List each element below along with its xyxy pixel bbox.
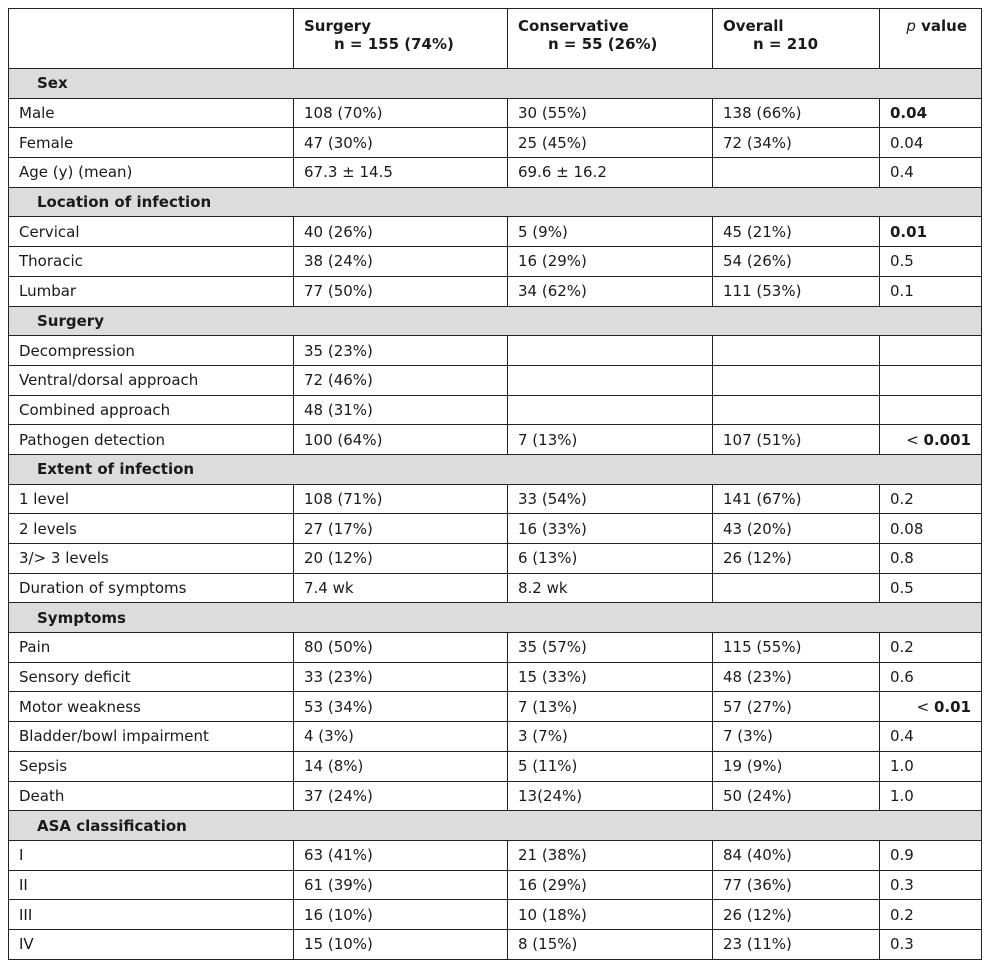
surgery-cell: 61 (39%) bbox=[294, 870, 508, 900]
pvalue-cell: 0.8 bbox=[880, 544, 982, 574]
surgery-cell: 40 (26%) bbox=[294, 217, 508, 247]
surgery-cell: 67.3 ± 14.5 bbox=[294, 158, 508, 188]
pvalue-cell: 1.0 bbox=[880, 751, 982, 781]
header-empty bbox=[9, 9, 294, 69]
row-label-cell: Ventral/dorsal approach bbox=[9, 365, 294, 395]
pvalue-cell bbox=[880, 336, 982, 366]
conservative-cell bbox=[508, 336, 713, 366]
row-label-cell: 3/> 3 levels bbox=[9, 544, 294, 574]
surgery-cell: 15 (10%) bbox=[294, 929, 508, 959]
table-header-row bbox=[9, 9, 982, 69]
overall-cell: 84 (40%) bbox=[713, 840, 880, 870]
conservative-cell: 16 (33%) bbox=[508, 514, 713, 544]
conservative-cell: 25 (45%) bbox=[508, 128, 713, 158]
section-label: Extent of infection bbox=[9, 454, 982, 484]
row-label-cell: 2 levels bbox=[9, 514, 294, 544]
conservative-cell: 8.2 wk bbox=[508, 573, 713, 603]
row-label-cell: IV bbox=[9, 929, 294, 959]
conservative-cell: 30 (55%) bbox=[508, 98, 713, 128]
row-label-cell: Pain bbox=[9, 633, 294, 663]
pvalue-cell bbox=[880, 692, 982, 722]
pvalue-cell: 0.2 bbox=[880, 484, 982, 514]
table-row bbox=[9, 900, 982, 930]
overall-cell: 19 (9%) bbox=[713, 751, 880, 781]
overall-cell: 45 (21%) bbox=[713, 217, 880, 247]
surgery-cell: 108 (70%) bbox=[294, 98, 508, 128]
surgery-cell: 35 (23%) bbox=[294, 336, 508, 366]
conservative-cell: 34 (62%) bbox=[508, 276, 713, 306]
pvalue-cell: 0.2 bbox=[880, 633, 982, 663]
row-label-cell: Sepsis bbox=[9, 751, 294, 781]
overall-cell: 7 (3%) bbox=[713, 722, 880, 752]
surgery-cell: 7.4 wk bbox=[294, 573, 508, 603]
table-row bbox=[9, 98, 982, 128]
conservative-cell: 7 (13%) bbox=[508, 692, 713, 722]
header-surgery-title: Surgery bbox=[304, 17, 371, 35]
pvalue-cell: 0.3 bbox=[880, 929, 982, 959]
row-label-cell: Sensory deficit bbox=[9, 662, 294, 692]
surgery-cell: 48 (31%) bbox=[294, 395, 508, 425]
surgery-cell: 20 (12%) bbox=[294, 544, 508, 574]
row-label-cell: 1 level bbox=[9, 484, 294, 514]
row-label-cell: Thoracic bbox=[9, 247, 294, 277]
row-label-cell: Motor weakness bbox=[9, 692, 294, 722]
table-row bbox=[9, 128, 982, 158]
header-conservative-n: n = 55 (26%) bbox=[548, 35, 658, 53]
table-row bbox=[9, 544, 982, 574]
pvalue-cell: 0.9 bbox=[880, 840, 982, 870]
row-label-cell: Pathogen detection bbox=[9, 425, 294, 455]
pvalue-cell: 0.3 bbox=[880, 870, 982, 900]
pvalue-cell bbox=[880, 425, 982, 455]
overall-cell: 111 (53%) bbox=[713, 276, 880, 306]
conservative-cell bbox=[508, 395, 713, 425]
overall-cell: 138 (66%) bbox=[713, 98, 880, 128]
surgery-cell: 63 (41%) bbox=[294, 840, 508, 870]
conservative-cell: 3 (7%) bbox=[508, 722, 713, 752]
table-row bbox=[9, 395, 982, 425]
pvalue-number: 0.001 bbox=[923, 430, 971, 449]
row-label-cell: Combined approach bbox=[9, 395, 294, 425]
table-row bbox=[9, 751, 982, 781]
conservative-cell: 13(24%) bbox=[508, 781, 713, 811]
surgery-cell: 53 (34%) bbox=[294, 692, 508, 722]
pvalue-cell bbox=[880, 365, 982, 395]
conservative-cell: 15 (33%) bbox=[508, 662, 713, 692]
overall-cell: 54 (26%) bbox=[713, 247, 880, 277]
row-label-cell: Duration of symptoms bbox=[9, 573, 294, 603]
pvalue-cell: 0.04 bbox=[880, 98, 982, 128]
table-row bbox=[9, 158, 982, 188]
conservative-cell: 6 (13%) bbox=[508, 544, 713, 574]
overall-cell bbox=[713, 336, 880, 366]
surgery-cell: 108 (71%) bbox=[294, 484, 508, 514]
section-label: Sex bbox=[9, 69, 982, 99]
pvalue-cell: 0.5 bbox=[880, 573, 982, 603]
surgery-cell: 38 (24%) bbox=[294, 247, 508, 277]
surgery-cell: 37 (24%) bbox=[294, 781, 508, 811]
surgery-cell: 47 (30%) bbox=[294, 128, 508, 158]
table-row bbox=[9, 365, 982, 395]
table-row bbox=[9, 870, 982, 900]
conservative-cell: 21 (38%) bbox=[508, 840, 713, 870]
table-row bbox=[9, 840, 982, 870]
section-row-location bbox=[9, 187, 982, 217]
section-label: Surgery bbox=[9, 306, 982, 336]
row-label-cell: III bbox=[9, 900, 294, 930]
overall-cell bbox=[713, 395, 880, 425]
surgery-cell: 14 (8%) bbox=[294, 751, 508, 781]
pvalue-cell: 0.5 bbox=[880, 247, 982, 277]
pvalue-cell: 0.08 bbox=[880, 514, 982, 544]
pvalue-cell: 0.04 bbox=[880, 128, 982, 158]
table-row bbox=[9, 276, 982, 306]
section-row-surgery bbox=[9, 306, 982, 336]
overall-cell: 77 (36%) bbox=[713, 870, 880, 900]
pvalue-cell: 0.2 bbox=[880, 900, 982, 930]
conservative-cell: 5 (11%) bbox=[508, 751, 713, 781]
section-label: ASA classification bbox=[9, 811, 982, 841]
table-row bbox=[9, 336, 982, 366]
section-row-sex bbox=[9, 69, 982, 99]
header-surgery bbox=[294, 9, 508, 69]
surgery-cell: 33 (23%) bbox=[294, 662, 508, 692]
overall-cell: 43 (20%) bbox=[713, 514, 880, 544]
pvalue-cell: 1.0 bbox=[880, 781, 982, 811]
conservative-cell: 8 (15%) bbox=[508, 929, 713, 959]
conservative-cell: 33 (54%) bbox=[508, 484, 713, 514]
surgery-cell: 77 (50%) bbox=[294, 276, 508, 306]
pvalue-cell: 0.01 bbox=[880, 217, 982, 247]
pvalue-cell: 0.4 bbox=[880, 158, 982, 188]
pvalue-cell: 0.6 bbox=[880, 662, 982, 692]
table-row bbox=[9, 573, 982, 603]
table-row bbox=[9, 217, 982, 247]
header-overall-title: Overall bbox=[723, 17, 784, 35]
conservative-cell: 5 (9%) bbox=[508, 217, 713, 247]
section-row-asa bbox=[9, 811, 982, 841]
section-label: Symptoms bbox=[9, 603, 982, 633]
header-pvalue bbox=[880, 9, 982, 69]
row-label-cell: Female bbox=[9, 128, 294, 158]
table-row bbox=[9, 514, 982, 544]
table-row bbox=[9, 929, 982, 959]
cohort-characteristics-table bbox=[8, 8, 982, 960]
row-label-cell: Lumbar bbox=[9, 276, 294, 306]
pvalue-less-than: < bbox=[916, 697, 934, 716]
overall-cell bbox=[713, 158, 880, 188]
surgery-cell: 4 (3%) bbox=[294, 722, 508, 752]
table-row bbox=[9, 425, 982, 455]
overall-cell: 26 (12%) bbox=[713, 544, 880, 574]
pvalue-less-than: < bbox=[906, 430, 924, 449]
overall-cell bbox=[713, 573, 880, 603]
overall-cell: 57 (27%) bbox=[713, 692, 880, 722]
overall-cell: 26 (12%) bbox=[713, 900, 880, 930]
table-row bbox=[9, 692, 982, 722]
pvalue-cell: 0.1 bbox=[880, 276, 982, 306]
overall-cell bbox=[713, 365, 880, 395]
section-row-symptoms bbox=[9, 603, 982, 633]
table-row bbox=[9, 633, 982, 663]
conservative-cell: 7 (13%) bbox=[508, 425, 713, 455]
header-pvalue-rest: value bbox=[915, 17, 967, 35]
header-conservative-title: Conservative bbox=[518, 17, 629, 35]
overall-cell: 115 (55%) bbox=[713, 633, 880, 663]
conservative-cell: 35 (57%) bbox=[508, 633, 713, 663]
pvalue-cell bbox=[880, 395, 982, 425]
header-pvalue-p: p bbox=[906, 17, 916, 35]
surgery-cell: 72 (46%) bbox=[294, 365, 508, 395]
row-label-cell: Bladder/bowl impairment bbox=[9, 722, 294, 752]
row-label-cell: Male bbox=[9, 98, 294, 128]
table-row bbox=[9, 484, 982, 514]
section-label: Location of infection bbox=[9, 187, 982, 217]
header-conservative bbox=[508, 9, 713, 69]
overall-cell: 48 (23%) bbox=[713, 662, 880, 692]
conservative-cell: 16 (29%) bbox=[508, 247, 713, 277]
surgery-cell: 16 (10%) bbox=[294, 900, 508, 930]
conservative-cell: 16 (29%) bbox=[508, 870, 713, 900]
row-label-cell: Decompression bbox=[9, 336, 294, 366]
header-overall-n: n = 210 bbox=[753, 35, 819, 53]
row-label-cell: Cervical bbox=[9, 217, 294, 247]
surgery-cell: 27 (17%) bbox=[294, 514, 508, 544]
overall-cell: 141 (67%) bbox=[713, 484, 880, 514]
row-label-cell: I bbox=[9, 840, 294, 870]
overall-cell: 72 (34%) bbox=[713, 128, 880, 158]
row-label-cell: Death bbox=[9, 781, 294, 811]
surgery-cell: 100 (64%) bbox=[294, 425, 508, 455]
table-row bbox=[9, 662, 982, 692]
section-row-extent bbox=[9, 454, 982, 484]
header-surgery-n: n = 155 (74%) bbox=[334, 35, 454, 53]
row-label-cell: II bbox=[9, 870, 294, 900]
overall-cell: 107 (51%) bbox=[713, 425, 880, 455]
row-label-cell: Age (y) (mean) bbox=[9, 158, 294, 188]
overall-cell: 23 (11%) bbox=[713, 929, 880, 959]
surgery-cell: 80 (50%) bbox=[294, 633, 508, 663]
pvalue-cell: 0.4 bbox=[880, 722, 982, 752]
overall-cell: 50 (24%) bbox=[713, 781, 880, 811]
conservative-cell: 69.6 ± 16.2 bbox=[508, 158, 713, 188]
table-row bbox=[9, 247, 982, 277]
conservative-cell: 10 (18%) bbox=[508, 900, 713, 930]
table-row bbox=[9, 722, 982, 752]
table-row bbox=[9, 781, 982, 811]
header-overall bbox=[713, 9, 880, 69]
table-container bbox=[8, 8, 982, 960]
pvalue-number: 0.01 bbox=[933, 697, 971, 716]
conservative-cell bbox=[508, 365, 713, 395]
